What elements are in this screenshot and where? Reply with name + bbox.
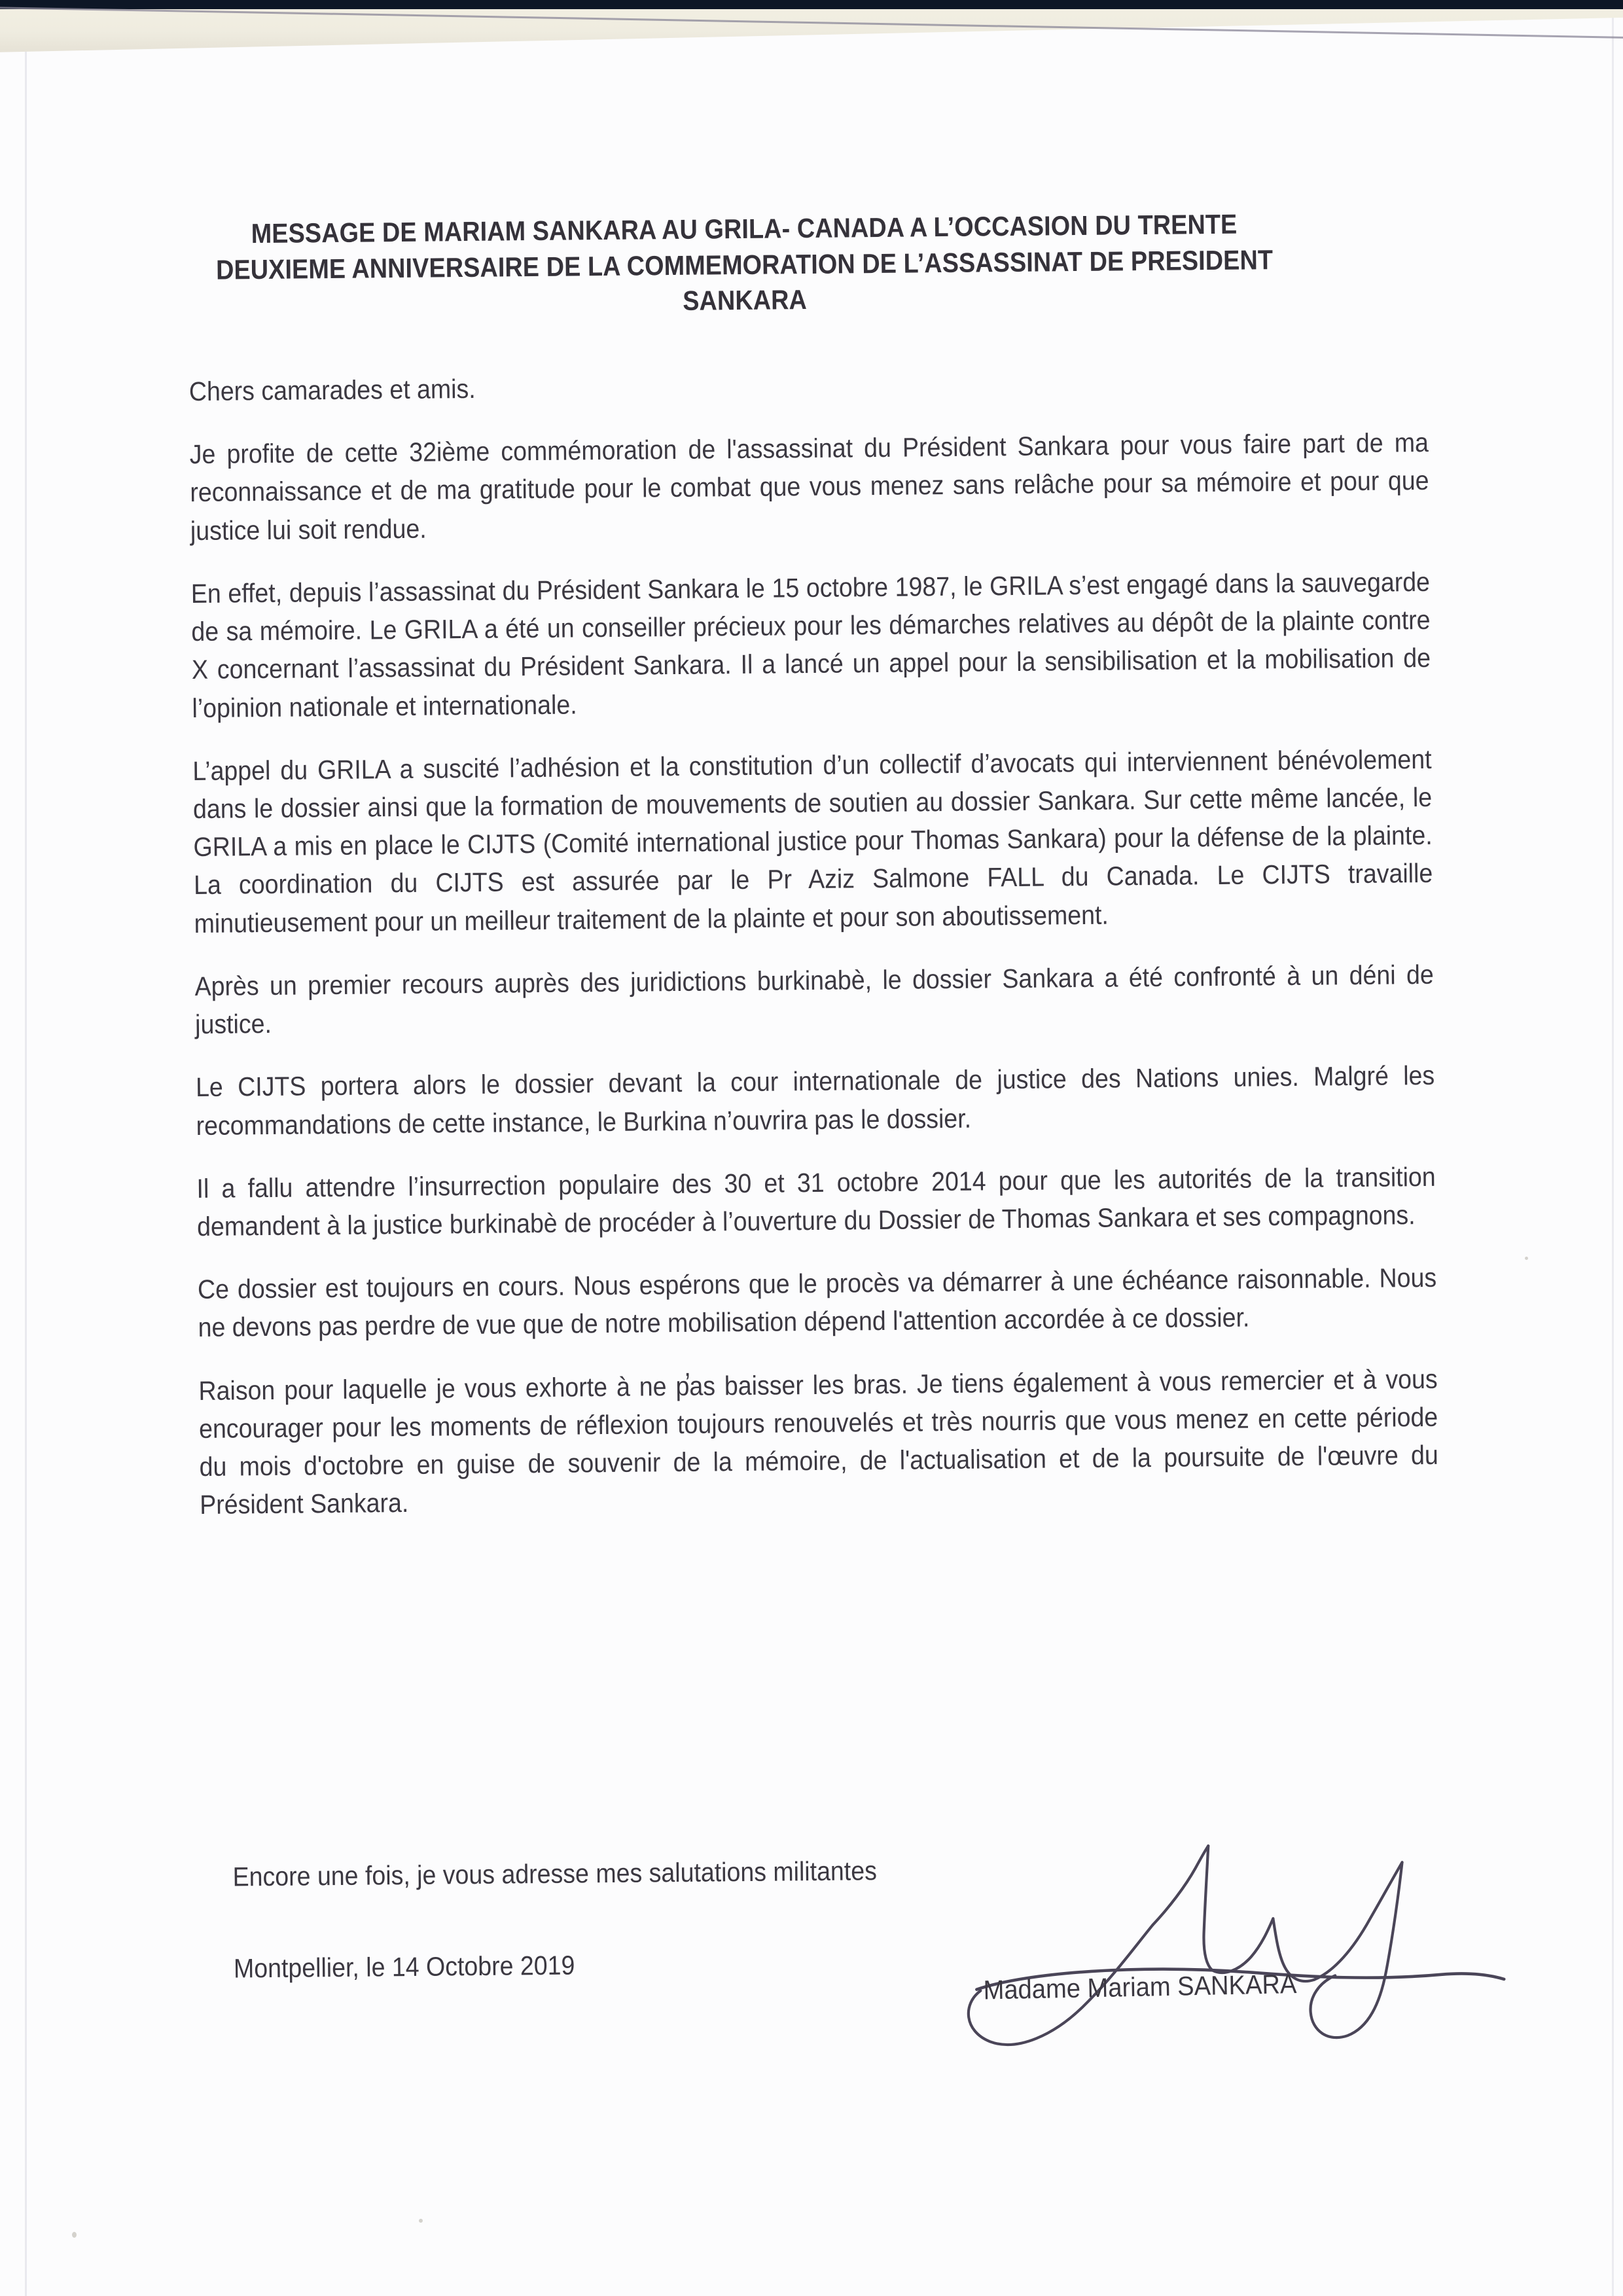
signature-name: Madame Mariam SANKARA: [983, 1969, 1297, 2005]
paragraph: Après un premier recours auprès des juridictions burkinabè, le dossier Sankara a été confronté à un déni de justice.: [194, 959, 1434, 1040]
closing-salutation: Encore une fois, je vous adresse mes salutations militantes: [232, 1856, 878, 1892]
paragraph: En effet, depuis l’assassinat du Président Sankara le 15 octobre 1987, le GRILA s’est engagé dans la sauvegarde de sa mémoire. Le GRILA a été un conseiller précieux pour les démarches relatives au dépôt de la plainte contre X concernant l’assassinat du Président Sankara. Il a lancé un appel pour la sensibilisation et la mobilisation de l’opinion nationale et internationale.: [190, 566, 1431, 723]
paragraph: Raison pour laquelle je vous exhorte à ne p̕as baisser les bras. Je tiens également à vous remercier et à vous encourager pour les moments de réflexion toujours renouvelés et très nourris que vous menez en cette période du mois d'octobre en guise de souvenir de la mémoire, de l'actualisation et de la poursuite de l'œuvre du Président Sankara.: [198, 1363, 1438, 1520]
paragraph: Ce dossier est toujours en cours. Nous espérons que le procès va démarrer à une échéance raisonnable. Nous ne devons pas perdre de vue que de notre mobilisation dépend l'attention accordée à ce dossier.: [197, 1262, 1437, 1343]
letter-body: [189, 361, 1439, 1549]
paragraph: Je profite de cette 32ième commémoration de l'assassinat du Président Sankara pour vous faire part de ma reconnaissance et de ma gratitude pour le combat que vous menez sans relâche pour sa mémoire et pour que justice lui soit rendue.: [189, 427, 1429, 546]
salutation: Chers camarades et amis.: [188, 373, 476, 407]
handwritten-signature: [942, 1839, 1533, 2060]
scanner-top-dark-band: [0, 0, 1623, 9]
paragraph: Il a fallu attendre l’insurrection populaire des 30 et 31 octobre 2014 pour que les autorités de la transition demandent à la justice burkinabè de procéder à l’ouverture du Dossier de Thomas Sankara et ses compagnons.: [196, 1161, 1436, 1242]
paragraph: Le CIJTS portera alors le dossier devant la cour internationale de justice des Nations unies. Malgré les recommandations de cette instance, le Burkina n’ouvrira pas le dossier.: [195, 1060, 1435, 1141]
paragraph: L’appel du GRILA a suscité l’adhésion et la constitution d’un collectif d’avocats qui interviennent bénévolement dans le dossier ainsi que la formation de mouvements de soutien au dossier Sankara. Sur cette même lancée, le GRILA a mis en place le CIJTS (Comité international justice pour Thomas Sankara) pour la défense de la plainte. La coordination du CIJTS est assurée par le Pr Aziz Salmone FALL du Canada. Le CIJTS travaille minutieusement pour un meilleur traitement de la plainte et pour son aboutissement.: [192, 744, 1433, 939]
page-title: MESSAGE DE MARIAM SANKARA AU GRILA- CANADA A L’OCCASION DU TRENTE DEUXIEME ANNIVERSAIRE DE LA COMMEMORATION DE L’ASSASSINAT DE PRESIDENT SANKARA: [215, 208, 1274, 317]
place-and-date: Montpellier, le 14 Octobre 2019: [233, 1950, 575, 1984]
